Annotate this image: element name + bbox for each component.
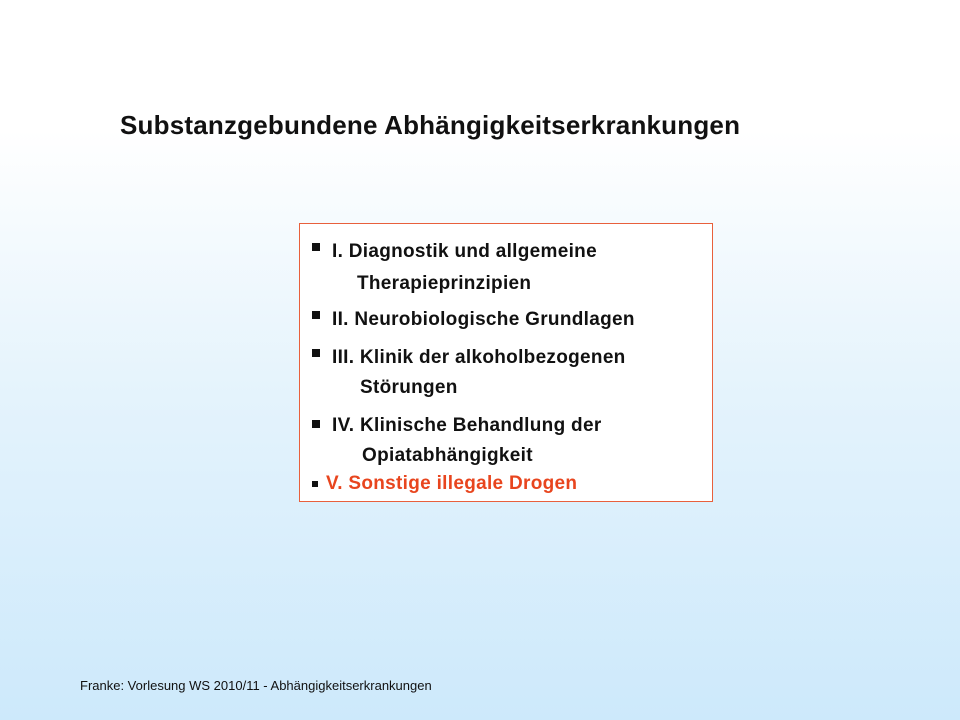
square-bullet-icon — [312, 349, 320, 357]
slide-footer: Franke: Vorlesung WS 2010/11 - Abhängigkeitserkrankungen — [80, 678, 432, 693]
agenda-item-label: IV. Klinische Behandlung der — [332, 415, 602, 436]
agenda-item-continuation: Störungen — [360, 377, 458, 398]
agenda-item-label: I. Diagnostik und allgemeine — [332, 241, 597, 262]
agenda-item-label: III. Klinik der alkoholbezogenen — [332, 347, 626, 368]
agenda-item-continuation: Opiatabhängigkeit — [362, 445, 533, 466]
square-bullet-icon — [312, 311, 320, 319]
square-bullet-icon — [312, 420, 320, 428]
square-bullet-icon — [312, 481, 318, 487]
square-bullet-icon — [312, 243, 320, 251]
slide-title: Substanzgebundene Abhängigkeitserkrankungen — [120, 110, 741, 140]
agenda-item-continuation: Therapieprinzipien — [357, 273, 532, 294]
agenda-box — [299, 223, 713, 502]
agenda-item-label: V. Sonstige illegale Drogen — [326, 473, 578, 494]
agenda-item-label: II. Neurobiologische Grundlagen — [332, 309, 635, 330]
